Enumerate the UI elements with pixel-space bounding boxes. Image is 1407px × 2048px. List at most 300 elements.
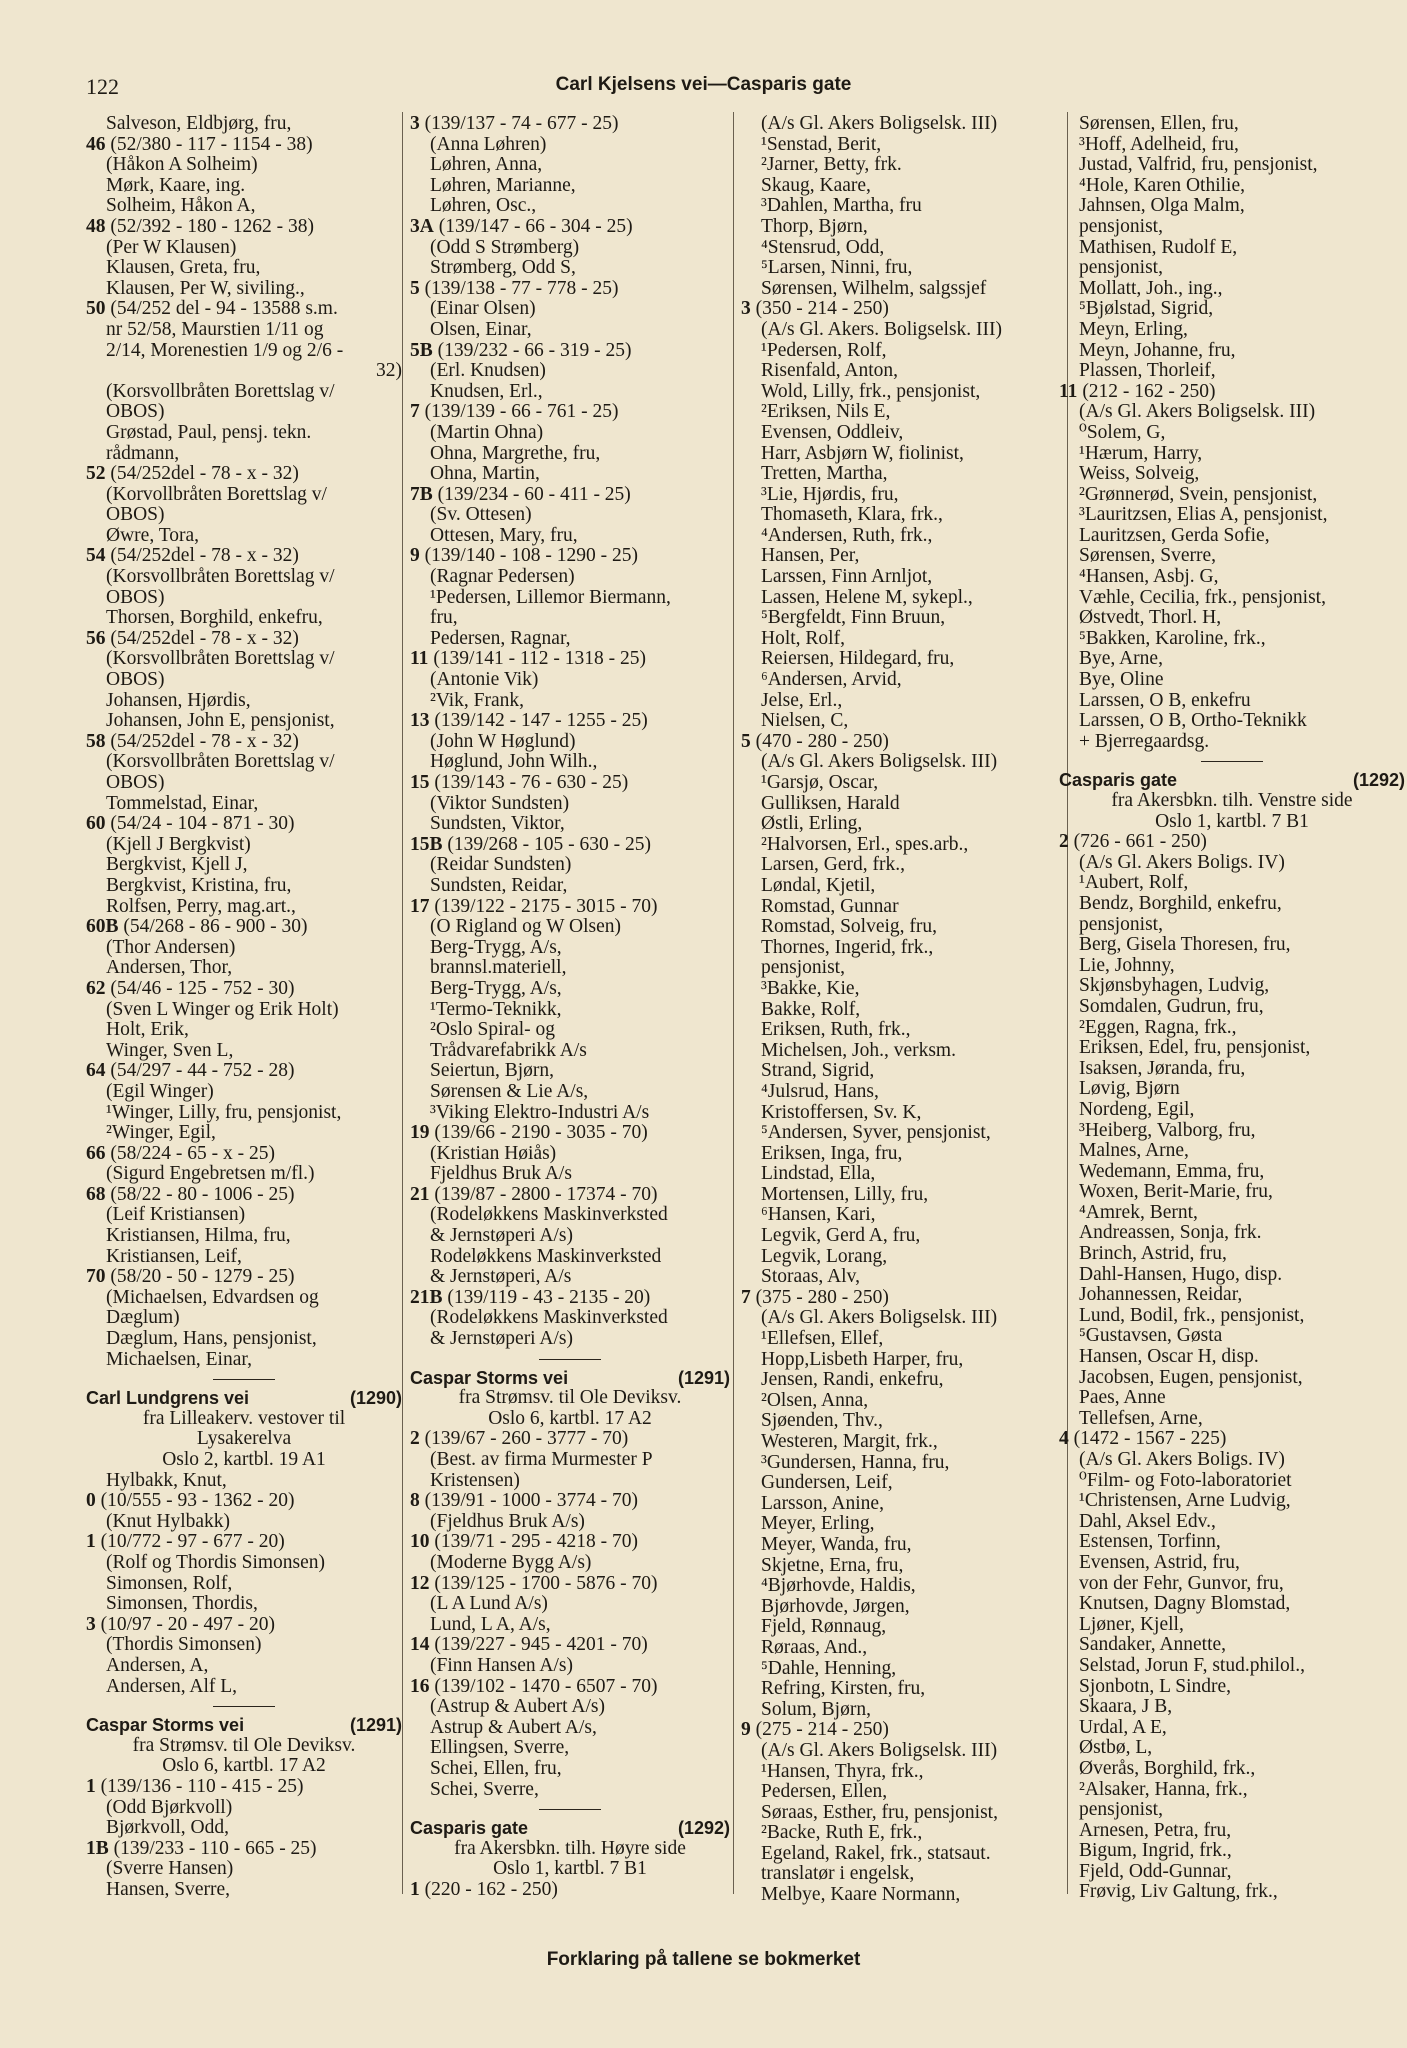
resident-entry: OBOS) — [106, 772, 165, 793]
resident-entry: Bjørhovde, Jørgen, — [761, 1595, 910, 1617]
directory-column-1 — [86, 114, 402, 1900]
address-line: 16 (139/102 - 1470 - 6507 - 70) — [410, 1675, 658, 1697]
floor-entry: ²Oslo Spiral- og — [430, 1019, 556, 1041]
resident-entry: (A/s Gl. Akers Boligselsk. III) — [1079, 401, 1316, 423]
resident-entry: Gundersen, Leif, — [761, 1472, 893, 1494]
resident-entry: (Kjell J Bergkvist) — [106, 833, 251, 855]
address-line: 14 (139/227 - 945 - 4201 - 70) — [410, 1634, 648, 1656]
column-divider — [733, 112, 734, 1894]
resident-entry: Dahl, Aksel Edv., — [1079, 1510, 1216, 1532]
resident-entry: (Odd S Strømberg) — [430, 236, 580, 258]
street-name: Casparis gate — [1059, 770, 1178, 791]
floor-entry: ⁴Bjørhovde, Haldis, — [761, 1575, 916, 1597]
resident-entry: Plassen, Thorleif, — [1079, 360, 1216, 382]
resident-entry: Væhle, Cecilia, frk., pensjonist, — [1079, 586, 1326, 608]
resident-entry: Harr, Asbjørn W, fiolinist, — [761, 442, 964, 464]
resident-entry: Knutsen, Dagny Blomstad, — [1079, 1593, 1291, 1615]
resident-entry: (A/s Gl. Akers Boligs. IV) — [1079, 851, 1285, 873]
floor-entry: ³Bakke, Kie, — [761, 977, 860, 999]
resident-entry: Salveson, Eldbjørg, fru, — [106, 113, 292, 134]
resident-entry: (O Rigland og W Olsen) — [430, 916, 622, 938]
address-line: 9 (275 - 214 - 250) — [741, 1719, 889, 1741]
floor-entry: ²Backe, Ruth E, frk., — [761, 1822, 923, 1844]
resident-entry: Simonsen, Thordis, — [106, 1593, 258, 1615]
directory-column-4 — [1059, 114, 1405, 1903]
resident-entry: Winger, Sven L, — [106, 1039, 234, 1061]
street-heading — [410, 1368, 730, 1389]
resident-entry: Løvig, Bjørn — [1079, 1078, 1180, 1100]
resident-entry: Legvik, Lorang, — [761, 1245, 888, 1267]
resident-entry: (Rodeløkkens Maskinverksted — [430, 1204, 668, 1226]
floor-entry: ²Grønnerød, Svein, pensjonist, — [1079, 483, 1318, 505]
address-line: 3 (350 - 214 - 250) — [741, 298, 889, 320]
street-description: fra Akersbkn. tilh. Høyre side — [454, 1837, 686, 1859]
floor-entry: ⁴Julsrud, Hans, — [761, 1080, 879, 1102]
resident-entry: (Korsvollbråten Borettslag v/ — [106, 566, 335, 588]
floor-entry: ¹Christensen, Arne Ludvig, — [1079, 1490, 1291, 1512]
resident-entry: Berg-Trygg, A/s, — [430, 977, 562, 999]
resident-entry: Sørensen, Wilhelm, salgssjef — [761, 277, 987, 299]
resident-entry: (Best. av firma Murmester P — [430, 1449, 653, 1470]
resident-entry: Fjeldhus Bruk A/s — [430, 1163, 572, 1185]
floor-entry: ¹Aubert, Rolf, — [1079, 872, 1189, 894]
resident-entry: Lassen, Helene M, sykepl., — [761, 586, 973, 608]
resident-entry: Somdalen, Gudrun, fru, — [1079, 995, 1264, 1017]
resident-entry: Skaug, Kaare, — [761, 174, 871, 196]
column-divider — [402, 112, 403, 1894]
resident-entry: Estensen, Torfinn, — [1079, 1531, 1221, 1553]
resident-entry: Andersen, A, — [106, 1654, 209, 1676]
floor-entry: ¹Hærum, Harry, — [1079, 442, 1203, 464]
resident-entry: Melbye, Kaare Normann, — [761, 1884, 961, 1906]
resident-entry: Johansen, Hjørdis, — [106, 689, 251, 711]
resident-entry: Røraas, And., — [761, 1636, 868, 1658]
resident-entry: Romstad, Solveig, fru, — [761, 916, 938, 938]
resident-entry: Holt, Erik, — [106, 1019, 189, 1041]
resident-entry: Lund, Bodil, frk., pensjonist, — [1079, 1304, 1305, 1326]
resident-entry: Larssen, O B, Ortho-Teknikk — [1079, 710, 1307, 732]
resident-entry: (Per W Klausen) — [106, 236, 237, 258]
resident-entry: Mørk, Kaare, ing. — [106, 174, 246, 196]
resident-entry: Nordeng, Egil, — [1079, 1098, 1195, 1120]
resident-entry: Klausen, Per W, siviling., — [106, 277, 305, 299]
address-line: 2 (139/67 - 260 - 3777 - 70) — [410, 1428, 629, 1450]
address-line: 3 (10/97 - 20 - 497 - 20) — [86, 1613, 276, 1635]
address-line: 48 (52/392 - 180 - 1262 - 38) — [86, 215, 315, 237]
resident-entry: OBOS) — [106, 504, 165, 526]
resident-entry: Sandaker, Annette, — [1079, 1634, 1227, 1656]
resident-entry: Westeren, Margit, frk., — [761, 1431, 938, 1452]
resident-entry: (Knut Hylbakk) — [106, 1510, 231, 1532]
address-line: 52 (54/252del - 78 - x - 32) — [86, 463, 299, 485]
resident-entry: (Reidar Sundsten) — [430, 854, 572, 876]
resident-entry: Tommelstad, Einar, — [106, 792, 259, 814]
floor-entry: ⁵Bjølstad, Sigrid, — [1079, 298, 1214, 320]
resident-entry: Wedemann, Emma, fru, — [1079, 1160, 1265, 1182]
resident-entry: pensjonist, — [1079, 257, 1163, 279]
resident-entry: Lie, Johnny, — [1079, 954, 1175, 976]
address-line: 1B (139/233 - 110 - 665 - 25) — [86, 1837, 317, 1859]
resident-entry: Egeland, Rakel, frk., statsaut. — [761, 1842, 991, 1864]
floor-entry: ⁴Hole, Karen Othilie, — [1079, 174, 1245, 196]
address-line: 3 (139/137 - 74 - 677 - 25) — [410, 113, 619, 134]
resident-entry: (L A Lund A/s) — [430, 1593, 548, 1615]
address-line: 11 (139/141 - 112 - 1318 - 25) — [410, 648, 646, 670]
resident-entry: Wold, Lilly, frk., pensjonist, — [761, 380, 981, 402]
address-line: 7 (375 - 280 - 250) — [741, 1286, 889, 1308]
resident-entry: Frøvig, Liv Galtung, frk., — [1079, 1881, 1278, 1903]
resident-entry: pensjonist, — [1079, 215, 1163, 237]
resident-entry: Evensen, Astrid, fru, — [1079, 1551, 1240, 1573]
floor-entry: ²Eggen, Ragna, frk., — [1079, 1016, 1237, 1038]
resident-entry: (A/s Gl. Akers Boligselsk. III) — [761, 1307, 998, 1329]
resident-entry: (Einar Olsen) — [430, 298, 536, 320]
floor-entry: ¹Pedersen, Rolf, — [761, 339, 887, 361]
resident-entry: Skjønsbyhagen, Ludvig, — [1079, 975, 1270, 997]
street-name: Casparis gate — [410, 1818, 529, 1839]
resident-entry: Schei, Sverre, — [430, 1778, 539, 1800]
address-line: 12 (139/125 - 1700 - 5876 - 70) — [410, 1572, 658, 1594]
floor-entry: ³Lauritzsen, Elias A, pensjonist, — [1079, 504, 1328, 526]
resident-entry: Knudsen, Erl., — [430, 380, 543, 402]
resident-entry: (Sigurd Engebretsen m/fl.) — [106, 1163, 315, 1185]
section-divider — [410, 1800, 730, 1818]
resident-entry: Sørensen & Lie A/s, — [430, 1080, 589, 1102]
resident-entry: Bergkvist, Kjell J, — [106, 854, 248, 876]
resident-entry: (Korsvollbråten Borettslag v/ — [106, 648, 335, 670]
resident-entry: Hopp,Lisbeth Harper, fru, — [761, 1348, 964, 1370]
resident-entry: Kristoffersen, Sv. K, — [761, 1101, 922, 1123]
resident-entry: Seiertun, Bjørn, — [430, 1060, 555, 1082]
resident-entry: Strand, Sigrid, — [761, 1060, 875, 1082]
section-divider — [86, 1370, 402, 1388]
resident-entry: (Håkon A Solheim) — [106, 154, 258, 176]
street-description: fra Strømsv. til Ole Deviksv. — [132, 1734, 356, 1756]
resident-entry: Mortensen, Lilly, fru, — [761, 1183, 929, 1205]
resident-entry: Rodeløkkens Maskinverksted — [430, 1245, 662, 1267]
street-description: Oslo 2, kartbl. 19 A1 — [162, 1449, 326, 1470]
resident-entry: Malnes, Arne, — [1079, 1140, 1189, 1162]
address-line: 2 (726 - 661 - 250) — [1059, 831, 1207, 853]
resident-entry: (Korvollbråten Borettslag v/ — [106, 483, 327, 505]
resident-entry: (Fjeldhus Bruk A/s) — [430, 1510, 585, 1532]
resident-entry: Jahnsen, Olga Malm, — [1079, 195, 1245, 217]
footer-note: Forklaring på tallene se bokmerket — [546, 1949, 861, 1970]
resident-entry: Øverås, Borghild, frk., — [1079, 1757, 1256, 1779]
resident-entry: Michelsen, Joh., verksm. — [761, 1039, 956, 1061]
resident-entry: Fjeld, Rønnaug, — [761, 1616, 887, 1638]
resident-entry: von der Fehr, Gunvor, fru, — [1079, 1572, 1284, 1594]
resident-entry: (Sv. Ottesen) — [430, 504, 532, 526]
resident-entry: (A/s Gl. Akers Boligselsk. III) — [761, 113, 998, 134]
resident-entry: Kristensen) — [430, 1469, 520, 1491]
address-line: 10 (139/71 - 295 - 4218 - 70) — [410, 1531, 639, 1553]
resident-entry: Meyn, Erling, — [1079, 318, 1188, 340]
address-line: 50 (54/252 del - 94 - 13588 s.m. — [86, 298, 338, 320]
resident-entry: pensjonist, — [1079, 913, 1163, 935]
resident-entry: Bergkvist, Kristina, fru, — [106, 874, 292, 896]
address-line: 68 (58/22 - 80 - 1006 - 25) — [86, 1183, 295, 1205]
resident-entry: Eriksen, Ruth, frk., — [761, 1019, 911, 1041]
resident-entry: Larssen, Finn Arnljot, — [761, 566, 933, 588]
street-description: fra Akersbkn. tilh. Venstre side — [1111, 790, 1353, 811]
floor-entry: ²Alsaker, Hanna, frk., — [1079, 1778, 1248, 1800]
address-line: 4 (1472 - 1567 - 225) — [1059, 1428, 1227, 1450]
floor-entry: ²Eriksen, Nils E, — [761, 401, 891, 423]
floor-entry: ¹Hansen, Thyra, frk., — [761, 1760, 924, 1782]
resident-entry: Ljøner, Kjell, — [1079, 1613, 1184, 1635]
street-code: (1291) — [677, 1367, 730, 1388]
resident-entry: Simonsen, Rolf, — [106, 1572, 233, 1594]
resident-entry: Bye, Oline — [1079, 669, 1164, 691]
resident-entry: Løndal, Kjetil, — [761, 874, 876, 896]
resident-entry: Tretten, Martha, — [761, 463, 888, 485]
resident-entry: Sørensen, Ellen, fru, — [1079, 113, 1239, 134]
street-code: (1291) — [349, 1715, 402, 1736]
resident-entry: Bakke, Rolf, — [761, 998, 861, 1020]
page-number: 122 — [86, 74, 119, 99]
resident-entry: (Michaelsen, Edvardsen og — [106, 1286, 319, 1308]
floor-entry: ⁵Gustavsen, Gøsta — [1079, 1325, 1223, 1347]
resident-entry: Eriksen, Edel, fru, pensjonist, — [1079, 1037, 1311, 1059]
continuation-line: 32) — [376, 360, 402, 382]
resident-entry: & Jernstøperi, A/s — [430, 1266, 572, 1288]
resident-entry: (Rodeløkkens Maskinverksted — [430, 1307, 668, 1329]
resident-entry: Dæglum, Hans, pensjonist, — [106, 1328, 317, 1350]
resident-entry: Østbø, L, — [1079, 1737, 1153, 1759]
address-line: 7 (139/139 - 66 - 761 - 25) — [410, 401, 619, 423]
resident-entry: Løhren, Marianne, — [430, 174, 576, 196]
resident-entry: Sundsten, Viktor, — [430, 813, 565, 835]
section-divider — [86, 1697, 402, 1715]
resident-entry: Kristiansen, Hilma, fru, — [106, 1225, 291, 1247]
resident-entry: pensjonist, — [1079, 1799, 1163, 1821]
resident-entry: Thornes, Ingerid, frk., — [761, 936, 934, 958]
address-line: 15 (139/143 - 76 - 630 - 25) — [410, 772, 629, 793]
resident-entry: Sjonbotn, L Sindre, — [1079, 1675, 1232, 1697]
address-line: 13 (139/142 - 147 - 1255 - 25) — [410, 710, 648, 732]
resident-entry: (A/s Gl. Akers Boligselsk. III) — [761, 751, 998, 773]
resident-entry: (Rolf og Thordis Simonsen) — [106, 1551, 326, 1573]
resident-entry: Ottesen, Mary, fru, — [430, 524, 578, 546]
resident-entry: Astrup & Aubert A/s, — [430, 1716, 597, 1738]
resident-entry: Klausen, Greta, fru, — [106, 257, 261, 279]
resident-entry: Hansen, Per, — [761, 545, 860, 567]
resident-entry: Trådvarefabrikk A/s — [430, 1039, 587, 1061]
address-line: 62 (54/46 - 125 - 752 - 30) — [86, 977, 295, 999]
resident-entry: Mathisen, Rudolf E, — [1079, 236, 1238, 258]
street-heading — [1059, 770, 1405, 791]
floor-entry: ¹Pedersen, Lillemor Biermann, — [430, 586, 671, 608]
resident-entry: OBOS) — [106, 586, 165, 608]
resident-entry: Øwre, Tora, — [106, 524, 200, 546]
address-line: 1 (10/772 - 97 - 677 - 20) — [86, 1531, 285, 1553]
resident-entry: Woxen, Berit-Marie, fru, — [1079, 1181, 1273, 1203]
section-divider — [1059, 752, 1405, 770]
resident-entry: Sørensen, Sverre, — [1079, 545, 1217, 567]
resident-entry: (Odd Bjørkvoll) — [106, 1796, 233, 1818]
resident-entry: (A/s Gl. Akers. Boligselsk. III) — [761, 318, 1003, 340]
resident-entry: (Moderne Bygg A/s) — [430, 1551, 592, 1573]
street-description: Oslo 1, kartbl. 7 B1 — [1155, 810, 1309, 832]
resident-entry: Jensen, Randi, enkefru, — [761, 1369, 944, 1391]
resident-entry: Sundsten, Reidar, — [430, 874, 568, 896]
resident-entry: Weiss, Solveig, — [1079, 463, 1200, 485]
street-description: Oslo 6, kartbl. 17 A2 — [488, 1407, 652, 1429]
resident-entry: Larsen, Gerd, frk., — [761, 854, 906, 876]
resident-entry: Mollatt, Joh., ing., — [1079, 277, 1223, 299]
directory-column-3 — [741, 114, 1064, 1906]
resident-entry: (Sverre Hansen) — [106, 1858, 234, 1880]
resident-entry: Jelse, Erl., — [761, 689, 843, 711]
address-line: 46 (52/380 - 117 - 1154 - 38) — [86, 133, 313, 155]
resident-entry: Østvedt, Thorl. H, — [1079, 607, 1222, 629]
resident-entry: Refring, Kirsten, fru, — [761, 1678, 926, 1700]
resident-entry: Meyer, Wanda, fru, — [761, 1533, 912, 1555]
resident-entry: Reiersen, Hildegard, fru, — [761, 648, 955, 670]
street-code: (1290) — [349, 1388, 402, 1409]
resident-entry: (Viktor Sundsten) — [430, 792, 570, 814]
floor-entry: ⁴Hansen, Asbj. G, — [1079, 566, 1219, 588]
resident-entry: (Leif Kristiansen) — [106, 1204, 246, 1226]
address-line: 54 (54/252del - 78 - x - 32) — [86, 545, 299, 567]
resident-entry: OBOS) — [106, 669, 165, 691]
floor-entry: ¹Ellefsen, Ellef, — [761, 1328, 884, 1350]
resident-entry: (Korsvollbråten Borettslag v/ — [106, 380, 335, 402]
resident-entry: & Jernstøperi A/s) — [430, 1328, 573, 1350]
resident-entry: Storaas, Alv, — [761, 1266, 860, 1288]
resident-entry: Urdal, A E, — [1079, 1716, 1167, 1738]
floor-entry: ³Viking Elektro-Industri A/s — [430, 1101, 650, 1123]
resident-entry: Nielsen, C, — [761, 710, 849, 732]
address-line: 1 (220 - 162 - 250) — [410, 1878, 558, 1900]
section-divider — [410, 1350, 730, 1368]
address-line: 7B (139/234 - 60 - 411 - 25) — [410, 483, 631, 505]
resident-entry: Paes, Anne — [1079, 1387, 1166, 1409]
resident-entry: (Kristian Høiås) — [430, 1142, 557, 1164]
street-description: fra Lilleakerv. vestover til — [142, 1407, 346, 1429]
resident-entry: (Erl. Knudsen) — [430, 360, 546, 382]
resident-entry: Eriksen, Inga, fru, — [761, 1142, 903, 1164]
resident-entry: Holt, Rolf, — [761, 627, 845, 649]
resident-entry: Johannessen, Reidar, — [1079, 1284, 1243, 1306]
resident-entry: Sjøenden, Thv., — [761, 1410, 883, 1432]
resident-entry: rådmann, — [106, 442, 180, 464]
resident-entry: Bigum, Ingrid, frk., — [1079, 1840, 1232, 1862]
address-line: 0 (10/555 - 93 - 1362 - 20) — [86, 1490, 295, 1512]
resident-entry: Hylbakk, Knut, — [106, 1469, 227, 1491]
resident-entry: Pedersen, Ragnar, — [430, 627, 571, 649]
resident-entry: Jacobsen, Eugen, pensjonist, — [1079, 1366, 1303, 1388]
resident-entry: Bye, Arne, — [1079, 648, 1163, 670]
address-line: 5B (139/232 - 66 - 319 - 25) — [410, 339, 632, 361]
floor-entry: ¹Termo-Teknikk, — [430, 998, 562, 1020]
floor-entry: ²Jarner, Betty, frk. — [761, 154, 902, 176]
resident-entry: Andersen, Alf L, — [106, 1675, 238, 1697]
resident-entry: Andersen, Thor, — [106, 957, 233, 979]
resident-entry: Lauritzsen, Gerda Sofie, — [1079, 524, 1270, 546]
resident-entry: OBOS) — [106, 401, 165, 423]
resident-entry: Brinch, Astrid, fru, — [1079, 1243, 1227, 1265]
resident-entry: Solum, Bjørn, — [761, 1698, 871, 1720]
floor-entry: ¹Winger, Lilly, fru, pensjonist, — [106, 1101, 342, 1123]
resident-entry: Løhren, Anna, — [430, 154, 543, 176]
address-line: 5 (139/138 - 77 - 778 - 25) — [410, 277, 619, 299]
floor-entry: ²Winger, Egil, — [106, 1122, 216, 1144]
floor-entry: ⁵Larsen, Ninni, fru, — [761, 257, 913, 279]
resident-entry: (Sven L Winger og Erik Holt) — [106, 998, 339, 1020]
address-line: 8 (139/91 - 1000 - 3774 - 70) — [410, 1490, 639, 1512]
resident-entry: brannsl.materiell, — [430, 957, 567, 979]
address-line: 66 (58/224 - 65 - x - 25) — [86, 1142, 276, 1164]
street-heading — [410, 1818, 730, 1839]
address-line: 9 (139/140 - 108 - 1290 - 25) — [410, 545, 639, 567]
page-title: Carl Kjelsens vei—Casparis gate — [555, 74, 852, 95]
resident-entry: (Finn Hansen A/s) — [430, 1654, 573, 1676]
floor-entry: ²Olsen, Anna, — [761, 1389, 869, 1411]
address-line: 70 (58/20 - 50 - 1279 - 25) — [86, 1266, 295, 1288]
floor-entry: ³Hoff, Adelheid, fru, — [1079, 133, 1239, 155]
floor-entry: ⁰Film- og Foto-laboratoriet — [1079, 1469, 1292, 1491]
resident-entry: Skaara, J B, — [1079, 1696, 1173, 1718]
resident-entry: Schei, Ellen, fru, — [430, 1757, 562, 1779]
resident-entry: Dahl-Hansen, Hugo, disp. — [1079, 1263, 1283, 1285]
resident-entry: Kristiansen, Leif, — [106, 1245, 242, 1267]
resident-entry: Dæglum) — [106, 1307, 180, 1329]
resident-entry: Løhren, Osc., — [430, 195, 537, 217]
resident-entry: Hansen, Oscar H, disp. — [1079, 1346, 1259, 1368]
resident-entry: (A/s Gl. Akers Boligs. IV) — [1079, 1449, 1285, 1470]
address-line: 11 (212 - 162 - 250) — [1059, 380, 1216, 402]
resident-entry: (John W Høglund) — [430, 730, 576, 752]
resident-entry: Tellefsen, Arne, — [1079, 1407, 1203, 1429]
resident-entry: translatør i engelsk, — [761, 1863, 915, 1885]
resident-entry: Selstad, Jorun F, stud.philol., — [1079, 1654, 1305, 1676]
resident-entry: Justad, Valfrid, fru, pensjonist, — [1079, 154, 1318, 176]
resident-entry: Larsson, Anine, — [761, 1492, 884, 1514]
resident-entry: (Thordis Simonsen) — [106, 1634, 262, 1656]
address-line: 19 (139/66 - 2190 - 3035 - 70) — [410, 1122, 648, 1144]
resident-entry: Søraas, Esther, fru, pensjonist, — [761, 1801, 998, 1823]
resident-entry: (Korsvollbråten Borettslag v/ — [106, 751, 335, 773]
street-description: Lysakerelva — [196, 1428, 292, 1450]
resident-entry: Lindstad, Ella, — [761, 1163, 876, 1185]
resident-entry: Isaksen, Jøranda, fru, — [1079, 1057, 1246, 1079]
address-line: 56 (54/252del - 78 - x - 32) — [86, 627, 299, 649]
address-line: 15B (139/268 - 105 - 630 - 25) — [410, 833, 652, 855]
resident-entry: Legvik, Gerd A, fru, — [761, 1225, 921, 1247]
street-description: fra Strømsv. til Ole Deviksv. — [458, 1387, 682, 1409]
resident-entry: pensjonist, — [761, 957, 845, 979]
resident-entry: Østli, Erling, — [761, 813, 863, 835]
resident-entry: & Jernstøperi A/s) — [430, 1225, 573, 1247]
resident-entry: 2/14, Morenestien 1/9 og 2/6 - — [106, 339, 344, 361]
resident-entry: (Astrup & Aubert A/s) — [430, 1696, 605, 1718]
resident-entry: Solheim, Håkon A, — [106, 195, 256, 217]
resident-entry: Skjetne, Erna, fru, — [761, 1554, 904, 1576]
resident-entry: Ohna, Margrethe, fru, — [430, 442, 601, 464]
floor-entry: ⁰Solem, G, — [1079, 421, 1166, 443]
street-name: Caspar Storms vei — [86, 1715, 245, 1736]
resident-entry: Fjeld, Odd-Gunnar, — [1079, 1860, 1232, 1882]
floor-entry: ⁵Bergfeldt, Finn Bruun, — [761, 607, 946, 629]
resident-entry: Berg, Gisela Thoresen, fru, — [1079, 934, 1291, 956]
floor-entry: ³Lie, Hjørdis, fru, — [761, 483, 899, 505]
address-line: 21 (139/87 - 2800 - 17374 - 70) — [410, 1183, 658, 1205]
resident-entry: Gulliksen, Harald — [761, 792, 900, 814]
resident-entry: (Anna Løhren) — [430, 133, 547, 155]
address-line: 64 (54/297 - 44 - 752 - 28) — [86, 1060, 295, 1082]
